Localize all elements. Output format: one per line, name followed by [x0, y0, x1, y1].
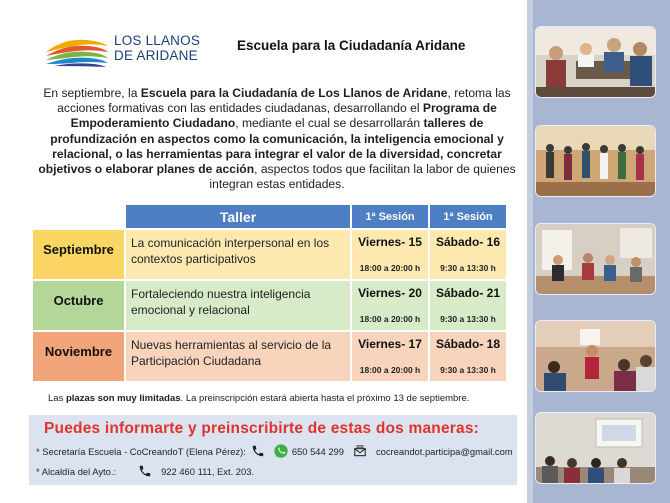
schedule-table	[33, 205, 506, 381]
session-time: 18:00 a 20:00 h	[359, 314, 421, 324]
logo-text	[114, 34, 200, 63]
session-day: Viernes- 20	[358, 286, 422, 300]
logo-line-2: DE ARIDANE	[114, 47, 198, 63]
session-time: 9:30 a 13:30 h	[440, 314, 496, 324]
intro-bold-3: talleres de profundización en aspectos como la comunicación, la inteligencia emocional y relacional, o las herramientas para integrar el valor de la diversidad, concretar objetivos o elaborar planes de acción	[38, 116, 504, 177]
workshop-photo-icon	[536, 413, 656, 484]
header-blank-cell	[33, 205, 124, 228]
intro-text-3: , mediante el cual se desarrollarán	[235, 116, 424, 131]
photo-workshop-2	[535, 125, 656, 197]
contact-row-alcaldia	[36, 464, 254, 478]
logo-line-1: LOS LLANOS	[114, 33, 201, 48]
alcaldia-label: * Alcaldía del Ayto.:	[36, 465, 117, 477]
page-title: Escuela para la Ciudadanía Aridane	[237, 38, 466, 53]
session-time: 9:30 a 13:30 h	[440, 365, 496, 375]
session-1-cell	[350, 332, 428, 381]
contact-title: Puedes informarte y preinscribirte de estas dos maneras:	[44, 420, 480, 437]
logo	[44, 34, 209, 70]
contact-row-secretaria	[36, 443, 513, 459]
intro-text-1: En septiembre, la	[43, 86, 141, 100]
table-row	[33, 279, 506, 330]
month-cell: Noviembre	[33, 332, 124, 381]
intro-text-4: , aspectos todos que facilitan la labor de quienes integran estas entidades.	[209, 162, 516, 192]
note-text-2: . La preinscripción estará abierta hasta el próximo 13 de septiembre.	[180, 393, 470, 404]
enrollment-note	[48, 393, 469, 404]
session-time: 18:00 a 20:00 h	[359, 365, 421, 375]
intro-text-2: , retoma las acciones formativas con las entidades ciudadanas, desarrollando el	[57, 86, 511, 116]
session-day: Viernes- 15	[358, 235, 422, 249]
alcaldia-phone: 922 460 111, Ext. 203.	[161, 465, 255, 477]
photo-sidebar	[527, 0, 670, 503]
session-1-cell	[350, 281, 428, 330]
session-day: Viernes- 17	[358, 337, 422, 351]
intro-bold-1: Escuela para la Ciudadanía de Los Llanos de Aridane	[140, 86, 448, 100]
table-row	[33, 330, 506, 381]
secretaria-label: * Secretaría Escuela - CoCreandoT (Elena Pérez):	[36, 445, 246, 457]
photo-workshop-5	[535, 412, 656, 484]
intro-paragraph	[38, 86, 516, 192]
contact-box	[29, 415, 517, 485]
taller-cell: La comunicación interpersonal en los contextos participativos	[124, 230, 350, 279]
photo-workshop-4	[535, 320, 656, 392]
photo-workshop-1	[535, 26, 656, 98]
logo-waves-icon	[44, 34, 110, 68]
workshop-photo-icon	[536, 27, 656, 98]
phone-icon	[251, 444, 265, 458]
taller-cell: Fortaleciendo nuestra inteligencia emocional y relacional	[124, 281, 350, 330]
table-row	[33, 228, 506, 279]
workshop-photo-icon	[536, 321, 656, 392]
secretaria-phone: 650 544 299	[291, 445, 344, 457]
session-day: Sábado- 21	[435, 286, 501, 300]
session-2-cell	[428, 281, 506, 330]
note-text-1: Las	[48, 393, 66, 404]
whatsapp-icon	[273, 443, 289, 459]
session-time: 9:30 a 13:30 h	[440, 263, 496, 273]
month-cell: Octubre	[33, 281, 124, 330]
session-2-cell	[428, 332, 506, 381]
phone-icon	[138, 464, 152, 478]
session-day: Sábado- 18	[435, 337, 501, 351]
session-1-cell	[350, 230, 428, 279]
intro-bold-2: Programa de Empoderamiento Ciudadano	[70, 101, 497, 131]
secretaria-email[interactable]: cocreandot.participa@gmail.com	[375, 445, 513, 457]
header-taller: Taller	[124, 205, 350, 228]
session-time: 18:00 a 20:00 h	[359, 263, 421, 273]
month-cell: Septiembre	[33, 230, 124, 279]
note-bold: plazas son muy limitadas	[65, 393, 181, 404]
session-2-cell	[428, 230, 506, 279]
workshop-photo-icon	[536, 224, 656, 295]
email-icon	[353, 444, 367, 458]
header-session-2: 1ª Sesión	[428, 205, 506, 228]
session-day: Sábado- 16	[435, 235, 501, 249]
table-header	[33, 205, 506, 228]
taller-cell: Nuevas herramientas al servicio de la Participación Ciudadana	[124, 332, 350, 381]
photo-workshop-3	[535, 223, 656, 295]
header-session-1: 1ª Sesión	[350, 205, 428, 228]
workshop-photo-icon	[536, 126, 656, 197]
